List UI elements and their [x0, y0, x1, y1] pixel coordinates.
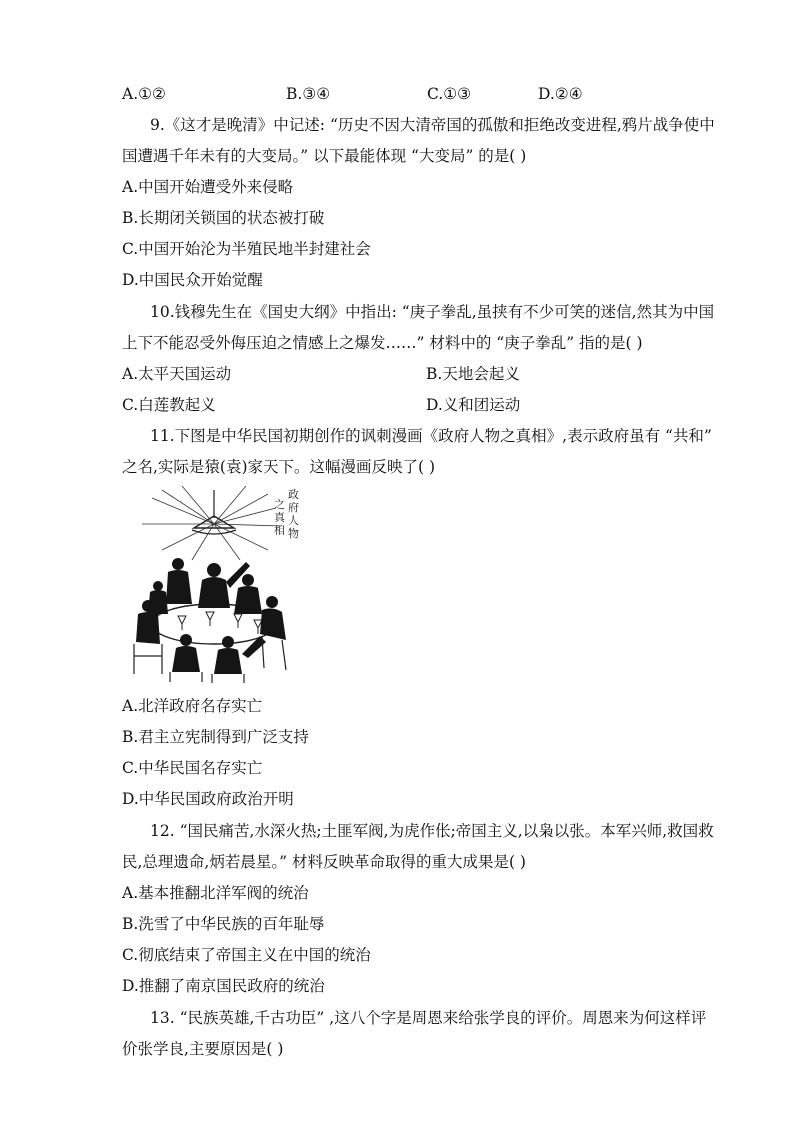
q12-stem-line2: 民,总理遗命,炳若晨星。” 材料反映革命取得的重大成果是( ) — [122, 853, 526, 871]
q9-stem-line1: 9.《这才是晚清》中记述: “历史不因大清帝国的孤傲和拒绝改变进程,鸦片战争使中 — [150, 116, 715, 134]
q8-option-d: D.②④ — [538, 85, 583, 103]
q11-option-d: D.中华民国政府政治开明 — [122, 790, 294, 808]
q10-stem-line1: 10.钱穆先生在《国史大纲》中指出: “庚子拳乱,虽挟有不少可笑的迷信,然其为中国 — [150, 303, 715, 321]
q8-option-a: A.①② — [122, 85, 166, 103]
q12-stem-line1: 12. “国民痛苦,水深火热;土匪军阀,为虎作伥;帝国主义,以枭以张。本军兴师,救国救 — [150, 822, 714, 840]
q10-option-c: C.白莲教起义 — [122, 396, 216, 414]
q9-option-a: A.中国开始遭受外来侵略 — [122, 178, 294, 196]
q11-option-c: C.中华民国名存实亡 — [122, 759, 263, 777]
q8-option-b: B.③④ — [286, 85, 331, 103]
q12-option-a: A.基本推翻北洋军阀的统治 — [122, 884, 309, 902]
q9-option-d: D.中国民众开始觉醒 — [122, 271, 263, 289]
q9-stem-line2: 国遭遇千年未有的大变局。” 以下最能体现 “大变局” 的是( ) — [122, 147, 527, 165]
q13-stem-line2: 价张学良,主要原因是( ) — [122, 1040, 284, 1058]
q12-option-b: B.洗雪了中华民族的百年耻辱 — [122, 915, 325, 933]
q8-option-c: C.①③ — [427, 85, 472, 103]
q10-option-d: D.义和团运动 — [426, 396, 521, 414]
q12-option-d: D.推翻了南京国民政府的统治 — [122, 977, 325, 995]
q11-option-a: A.北洋政府名存实亡 — [122, 697, 263, 715]
q13-stem-line1: 13. “民族英雄,千古功臣” ,这八个字是周恩来给张学良的评价。周恩来为何这样评 — [150, 1009, 707, 1027]
q9-option-c: C.中国开始沦为半殖民地半封建社会 — [122, 240, 371, 258]
q9-option-b: B.长期闭关锁国的状态被打破 — [122, 209, 325, 227]
cartoon-figure — [122, 484, 300, 684]
cartoon-caption: 政府人物之真相 — [274, 488, 299, 540]
q10-stem-line2: 上下不能忍受外侮压迫之情感上之爆发……” 材料中的 “庚子拳乱” 指的是( ) — [122, 334, 643, 352]
cartoon-illustration — [122, 484, 300, 684]
q10-option-b: B.天地会起义 — [426, 365, 520, 383]
q12-option-c: C.彻底结束了帝国主义在中国的统治 — [122, 946, 371, 964]
q11-stem-line2: 之名,实际是猿(袁)家天下。这幅漫画反映了( ) — [122, 458, 436, 476]
q11-stem-line1: 11.下图是中华民国初期创作的讽刺漫画《政府人物之真相》,表示政府虽有 “共和” — [150, 427, 712, 445]
q11-option-b: B.君主立宪制得到广泛支持 — [122, 728, 309, 746]
q10-option-a: A.太平天国运动 — [122, 365, 232, 383]
